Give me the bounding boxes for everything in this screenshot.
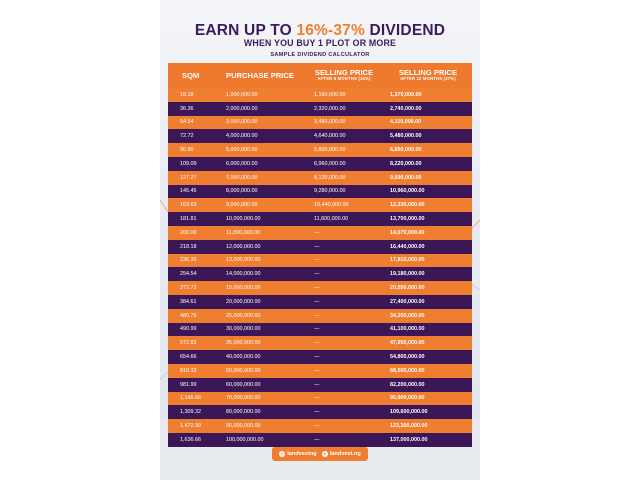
sqm-cell: 18.18 [180, 91, 194, 98]
header-selling-6-months: SELLING PRICE AFTER 6 MONTHS (16%) [314, 68, 374, 82]
selling-6-months-cell: 1,160,000.00 [314, 91, 346, 98]
purchase-price-cell: 12,000,000.00 [226, 243, 261, 250]
selling-12-months-cell: 13,700,000.00 [390, 216, 425, 223]
table-row [168, 405, 472, 419]
purchase-price-cell: 13,000,000.00 [226, 257, 261, 264]
sqm-cell: 480.76 [180, 312, 197, 319]
selling-6-months-cell: 6,960,000.00 [314, 160, 346, 167]
table-row [168, 350, 472, 364]
selling-12-months-cell: 137,000,000.00 [390, 436, 428, 443]
selling-12-months-cell: 5,480,000.00 [390, 133, 422, 140]
selling-6-months-cell: 3,480,000.00 [314, 119, 346, 126]
table-row [168, 254, 472, 268]
table-row [168, 323, 472, 337]
purchase-price-cell: 9,000,000.00 [226, 202, 258, 209]
sqm-cell: 254.54 [180, 271, 197, 278]
table-row [168, 378, 472, 392]
selling-6-months-cell: 5,800,000.00 [314, 147, 346, 154]
selling-12-months-cell: 12,330,000.00 [390, 202, 425, 209]
table-row [168, 240, 472, 254]
selling-6-months-cell: — [314, 271, 320, 278]
purchase-price-cell: 7,000,000.00 [226, 174, 258, 181]
table-body [168, 88, 472, 447]
selling-6-months-cell: — [314, 298, 320, 305]
selling-6-months-cell: — [314, 409, 320, 416]
selling-12-months-cell: 16,440,000.00 [390, 243, 425, 250]
table-row [168, 309, 472, 323]
selling-6-months-cell: — [314, 257, 320, 264]
table-row [168, 198, 472, 212]
sqm-cell: 127.27 [180, 174, 197, 181]
purchase-price-cell: 20,000,000.00 [226, 298, 261, 305]
sqm-cell: 1,145.66 [180, 395, 201, 402]
selling-12-months-cell: 20,550,000.00 [390, 285, 425, 292]
sqm-cell: 200.00 [180, 229, 197, 236]
purchase-price-cell: 6,000,000.00 [226, 160, 258, 167]
table-row [168, 212, 472, 226]
table-row [168, 267, 472, 281]
purchase-price-cell: 1,000,000.00 [226, 91, 258, 98]
social-footer[interactable] [272, 447, 368, 461]
purchase-price-cell: 100,000,000.00 [226, 436, 264, 443]
header-selling-12-months: SELLING PRICE AFTER 12 MONTHS (37%) [398, 68, 458, 82]
sqm-cell: 1,309.32 [180, 409, 201, 416]
sqm-cell: 145.45 [180, 188, 197, 195]
table-row [168, 129, 472, 143]
sqm-cell: 36.36 [180, 105, 194, 112]
selling-12-months-cell: 82,200,000.00 [390, 381, 425, 388]
purchase-price-cell: 90,000,000.00 [226, 423, 261, 430]
selling-6-months-cell: — [314, 354, 320, 361]
purchase-price-cell: 70,000,000.00 [226, 395, 261, 402]
table-row [168, 143, 472, 157]
social-website[interactable] [322, 451, 361, 457]
sqm-cell: 218.18 [180, 243, 197, 250]
selling-6-months-cell: — [314, 381, 320, 388]
selling-6-months-cell: 10,440,000.00 [314, 202, 349, 209]
purchase-price-cell: 60,000,000.00 [226, 381, 261, 388]
purchase-price-cell: 3,000,000.00 [226, 119, 258, 126]
selling-6-months-cell: — [314, 229, 320, 236]
table-row [168, 185, 472, 199]
selling-12-months-cell: 14,070,000.00 [390, 229, 425, 236]
table-row [168, 281, 472, 295]
website-handle: landvest.ng [329, 451, 361, 457]
selling-12-months-cell: 68,500,000.00 [390, 367, 425, 374]
social-instagram[interactable] [279, 451, 317, 457]
purchase-price-cell: 4,000,000.00 [226, 133, 258, 140]
selling-6-months-cell: — [314, 285, 320, 292]
table-row [168, 102, 472, 116]
sqm-cell: 981.99 [180, 381, 197, 388]
selling-12-months-cell: 41,100,000.00 [390, 326, 425, 333]
selling-6-months-cell: 8,120,000.00 [314, 174, 346, 181]
sqm-cell: 490.99 [180, 326, 197, 333]
sqm-cell: 72.72 [180, 133, 194, 140]
purchase-price-cell: 80,000,000.00 [226, 409, 261, 416]
selling-6-months-cell: 4,640,000.00 [314, 133, 346, 140]
sqm-cell: 1,636.66 [180, 436, 201, 443]
purchase-price-cell: 10,000,000.00 [226, 216, 261, 223]
purchase-price-cell: 11,000,000.00 [226, 229, 261, 236]
sqm-cell: 572.83 [180, 340, 197, 347]
table-row [168, 419, 472, 433]
purchase-price-cell: 5,000,000.00 [226, 147, 258, 154]
purchase-price-cell: 50,000,000.00 [226, 367, 261, 374]
table-row [168, 226, 472, 240]
selling-12-months-cell: 95,900,000.00 [390, 395, 425, 402]
sqm-cell: 1,472.99 [180, 423, 201, 430]
selling-12-months-cell: 2,740,000.00 [390, 105, 422, 112]
selling-12-months-cell: 4,110,000.00 [390, 119, 422, 126]
purchase-price-cell: 2,000,000.00 [226, 105, 258, 112]
table-row [168, 157, 472, 171]
table-header-row [168, 63, 472, 88]
selling-6-months-cell: — [314, 395, 320, 402]
selling-12-months-cell: 47,950,000.00 [390, 340, 425, 347]
selling-12-months-cell: 17,810,000.00 [390, 257, 425, 264]
table-row [168, 336, 472, 350]
purchase-price-cell: 25,000,000.00 [226, 312, 261, 319]
sqm-cell: 384.61 [180, 298, 197, 305]
sqm-cell: 236.36 [180, 257, 197, 264]
selling-6-months-cell: 2,320,000.00 [314, 105, 346, 112]
table-row [168, 392, 472, 406]
calculator-caption: SAMPLE DIVIDEND CALCULATOR [270, 52, 370, 58]
selling-6-months-cell: — [314, 243, 320, 250]
header-sqm: SQM [182, 70, 200, 80]
table-row [168, 88, 472, 102]
header-purchase-price: PURCHASE PRICE [226, 70, 294, 80]
selling-6-months-cell: — [314, 312, 320, 319]
sqm-cell: 818.33 [180, 367, 197, 374]
selling-12-months-cell: 1,370,000.00 [390, 91, 422, 98]
instagram-handle: landvestng [287, 451, 317, 457]
selling-12-months-cell: 6,850,000.00 [390, 147, 422, 154]
selling-6-months-cell: — [314, 367, 320, 374]
sqm-cell: 654.66 [180, 354, 197, 361]
selling-12-months-cell: 10,960,000.00 [390, 188, 425, 195]
selling-12-months-cell: 19,180,000.00 [390, 271, 425, 278]
sqm-cell: 163.63 [180, 202, 197, 209]
sqm-cell: 54.54 [180, 119, 194, 126]
selling-6-months-cell: 9,280,000.00 [314, 188, 346, 195]
table-row [168, 433, 472, 447]
sqm-cell: 181.81 [180, 216, 197, 223]
title-highlight: 16%-37% [296, 22, 365, 39]
selling-12-months-cell: 8,220,000.00 [390, 160, 422, 167]
sqm-cell: 272.72 [180, 285, 197, 292]
table-row [168, 295, 472, 309]
purchase-price-cell: 8,000,000.00 [226, 188, 258, 195]
dividend-table [168, 63, 472, 447]
selling-6-months-cell: 11,600,000.00 [314, 216, 349, 223]
purchase-price-cell: 30,000,000.00 [226, 326, 261, 333]
instagram-icon: ◎ [280, 451, 285, 456]
selling-12-months-cell: 34,250,000.00 [390, 312, 425, 319]
selling-6-months-cell: — [314, 423, 320, 430]
website-icon: ● [323, 451, 327, 456]
selling-12-months-cell: 123,300,000.00 [390, 423, 428, 430]
dividend-poster [160, 0, 480, 480]
purchase-price-cell: 40,000,000.00 [226, 354, 261, 361]
page-subtitle: WHEN YOU BUY 1 PLOT OR MORE [243, 38, 397, 48]
page-title: EARN UP TO 16%-37% DIVIDEND [194, 22, 446, 39]
selling-12-months-cell: 27,400,000.00 [390, 298, 425, 305]
table-row [168, 171, 472, 185]
purchase-price-cell: 35,000,000.00 [226, 340, 261, 347]
selling-6-months-cell: — [314, 340, 320, 347]
purchase-price-cell: 14,000,000.00 [226, 271, 261, 278]
selling-12-months-cell: 9,590,000.00 [390, 174, 422, 181]
selling-6-months-cell: — [314, 436, 320, 443]
table-row [168, 116, 472, 130]
sqm-cell: 109.09 [180, 160, 197, 167]
selling-6-months-cell: — [314, 326, 320, 333]
selling-12-months-cell: 54,800,000.00 [390, 354, 425, 361]
purchase-price-cell: 15,000,000.00 [226, 285, 261, 292]
sqm-cell: 90.90 [180, 147, 194, 154]
table-row [168, 364, 472, 378]
selling-12-months-cell: 109,600,000.00 [390, 409, 428, 416]
